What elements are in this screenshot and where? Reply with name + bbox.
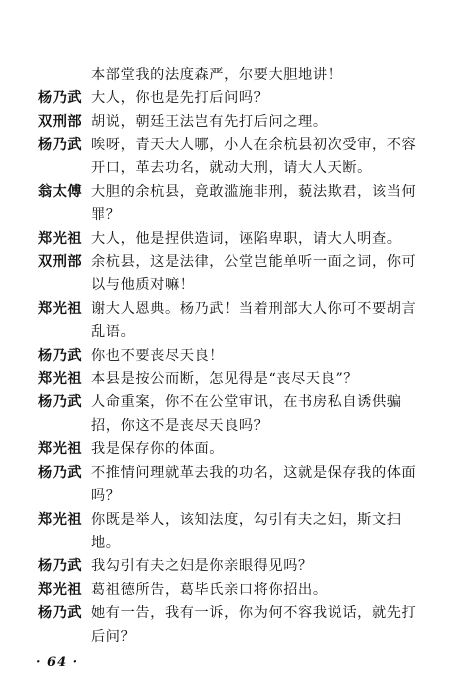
dialogue-text: 以与他质对嘛！ xyxy=(91,277,195,293)
speaker-label: 双刑部 xyxy=(38,114,83,130)
dialogue-text: 开口，革去功名，就动大刑，请大人天断。 xyxy=(91,160,372,176)
speaker-label: 杨乃武 xyxy=(38,348,83,364)
dialogue-text: 本部堂我的法度森严，尔要大胆地讲！ xyxy=(91,67,343,83)
dialogue-text: 葛祖德所告，葛毕氏亲口将你招出。 xyxy=(91,582,328,598)
dialogue-text: 本县是按公而断，怎见得是“丧尽天良”？ xyxy=(91,371,359,387)
dialogue-text: 我是保存你的体面。 xyxy=(91,441,225,457)
dialogue-text: 罪？ xyxy=(91,207,121,223)
speaker-label: 郑光祖 xyxy=(38,582,83,598)
speaker-label: 郑光祖 xyxy=(38,371,83,387)
dialogue-text: 乱语。 xyxy=(91,324,136,340)
speaker-label: 郑光祖 xyxy=(38,301,83,317)
dialogue-text: 谢大人恩典。杨乃武！当着刑部大人你可不要胡言 xyxy=(91,301,417,317)
speaker-label: 翁太傅 xyxy=(38,184,83,200)
dialogue-text: 不推情问理就革去我的功名，这就是保存我的体面 xyxy=(91,465,417,481)
dialogue-text: 我勾引有夫之妇是你亲眼得见吗？ xyxy=(91,558,313,574)
dialogue-text: 后问？ xyxy=(91,629,136,645)
speaker-label: 杨乃武 xyxy=(38,558,83,574)
dialogue-text: 她有一告，我有一诉，你为何不容我说话，就先打 xyxy=(91,605,417,621)
speaker-label: 杨乃武 xyxy=(38,465,83,481)
dialogue-text: 人命重案，你不在公堂审讯，在书房私自诱供骗 xyxy=(91,394,402,410)
speaker-label: 郑光祖 xyxy=(38,441,83,457)
speaker-label: 郑光祖 xyxy=(38,512,83,528)
speaker-label: 杨乃武 xyxy=(38,605,83,621)
dialogue-text: 招，你这不是丧尽天良吗？ xyxy=(91,418,269,434)
dialogue-text: 大人，你也是先打后问吗？ xyxy=(91,90,269,106)
dialogue-text: 你既是举人，该知法度，勾引有夫之妇，斯文扫 xyxy=(91,512,402,528)
dialogue-text: 地。 xyxy=(91,535,121,551)
speaker-label: 双刑部 xyxy=(38,254,83,270)
dialogue-text: 大胆的余杭县，竟敢滥施非刑，藐法欺君，该当何 xyxy=(91,184,417,200)
dialogue-text: 唉呀，青天大人哪，小人在余杭县初次受审，不容 xyxy=(91,137,417,153)
speaker-label: 杨乃武 xyxy=(38,137,83,153)
dialogue-text: 胡说，朝廷王法岂有先打后问之理。 xyxy=(91,114,328,130)
dialogue-text: 大人，他是捏供造词，诬陷卑职，请大人明查。 xyxy=(91,231,402,247)
speaker-label: 杨乃武 xyxy=(38,394,83,410)
dialogue-text: 你也不要丧尽天良！ xyxy=(91,348,225,364)
dialogue-text: 吗？ xyxy=(91,488,121,504)
page-number: · 64 · xyxy=(36,655,79,670)
dialogue-text: 余杭县，这是法律，公堂岂能单听一面之词，你可 xyxy=(91,254,417,270)
speaker-label: 杨乃武 xyxy=(38,90,83,106)
speaker-label: 郑光祖 xyxy=(38,231,83,247)
